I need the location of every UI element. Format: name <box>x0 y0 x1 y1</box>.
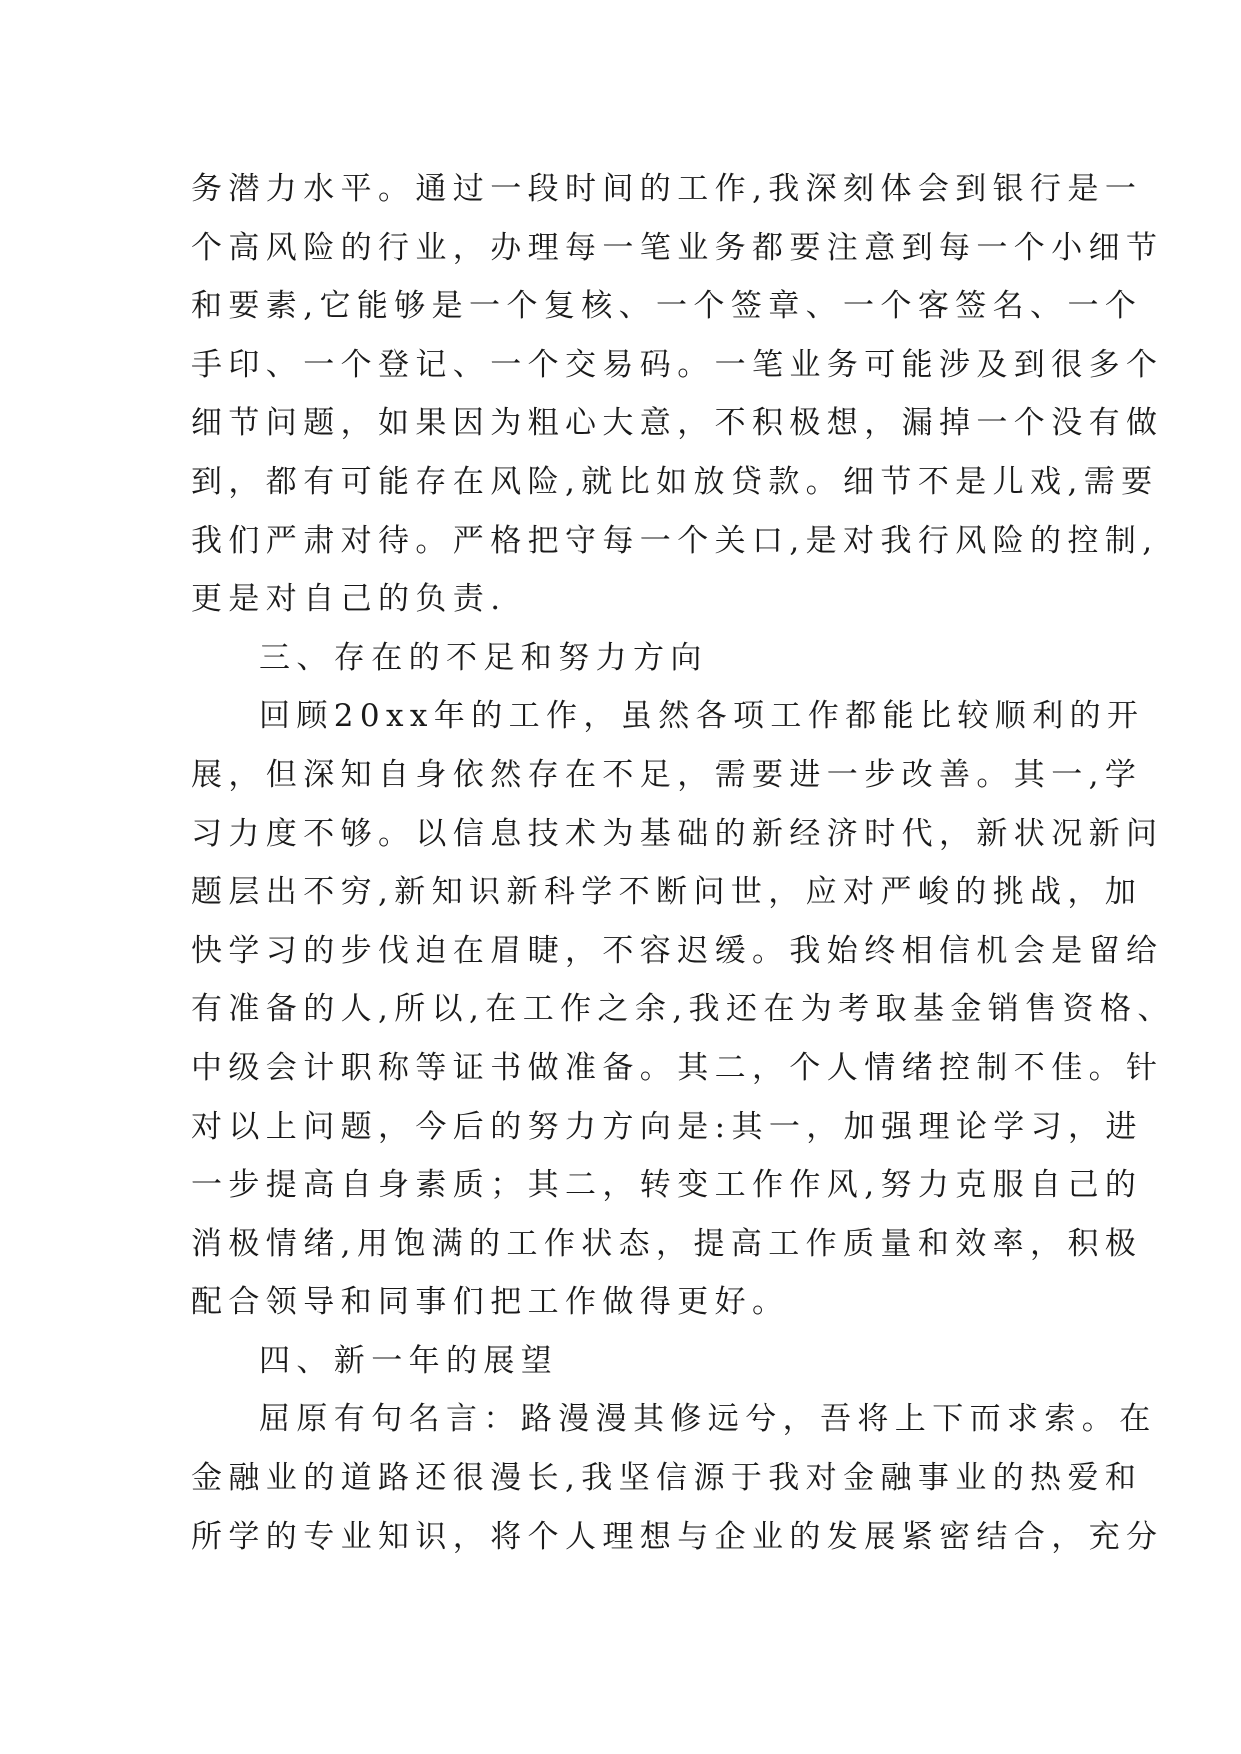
text-line: 屈原有句名言：路漫漫其修远兮，吾将上下而求索。在 <box>259 1401 1157 1438</box>
text-line: 消极情绪,用饱满的工作状态，提高工作质量和效率，积极 <box>191 1225 1143 1262</box>
text-line: 题层出不穷,新知识新科学不断问世，应对严峻的挑战，加 <box>191 874 1143 911</box>
text-line: 习力度不够。以信息技术为基础的新经济时代，新状况新问 <box>191 815 1164 852</box>
text-line: 对以上问题，今后的努力方向是:其一，加强理论学习，进 <box>191 1108 1143 1145</box>
text-line: 配合领导和同事们把工作做得更好。 <box>191 1284 790 1321</box>
section-heading: 四、新一年的展望 <box>259 1342 559 1379</box>
text-line: 一步提高自身素质；其二，转变工作作风,努力克服自己的 <box>191 1167 1143 1204</box>
text-line: 中级会计职称等证书做准备。其二，个人情绪控制不佳。针 <box>191 1049 1164 1086</box>
text-line: 展，但深知自身依然存在不足，需要进一步改善。其一,学 <box>191 756 1143 793</box>
text-line: 到，都有可能存在风险,就比如放贷款。细节不是儿戏,需要 <box>191 463 1159 500</box>
text-line: 务潜力水平。通过一段时间的工作,我深刻体会到银行是一 <box>191 171 1143 207</box>
text-line: 我们严肃对待。严格把守每一个关口,是对我行风险的控制, <box>191 522 1159 559</box>
text-line: 有准备的人,所以,在工作之余,我还在为考取基金销售资格、 <box>191 991 1175 1028</box>
section-heading: 三、存在的不足和努力方向 <box>259 639 708 676</box>
text-line: 快学习的步伐迫在眉睫，不容迟缓。我始终相信机会是留给 <box>191 932 1164 969</box>
text-line: 手印、一个登记、一个交易码。一笔业务可能涉及到很多个 <box>191 346 1164 383</box>
text-line: 更是对自己的负责. <box>191 581 507 618</box>
text-line: 个高风险的行业，办理每一笔业务都要注意到每一个小细节 <box>191 229 1164 266</box>
text-line: 细节问题，如果因为粗心大意，不积极想，漏掉一个没有做 <box>191 405 1164 442</box>
document-body <box>191 160 1175 1566</box>
text-line: 金融业的道路还很漫长,我坚信源于我对金融事业的热爱和 <box>191 1460 1143 1497</box>
text-line: 和要素,它能够是一个复核、一个签章、一个客签名、一个 <box>191 288 1143 325</box>
text-line: 所学的专业知识，将个人理想与企业的发展紧密结合，充分 <box>191 1518 1164 1555</box>
text-line: 回顾20xx年的工作，虽然各项工作都能比较顺利的开 <box>259 698 1145 735</box>
